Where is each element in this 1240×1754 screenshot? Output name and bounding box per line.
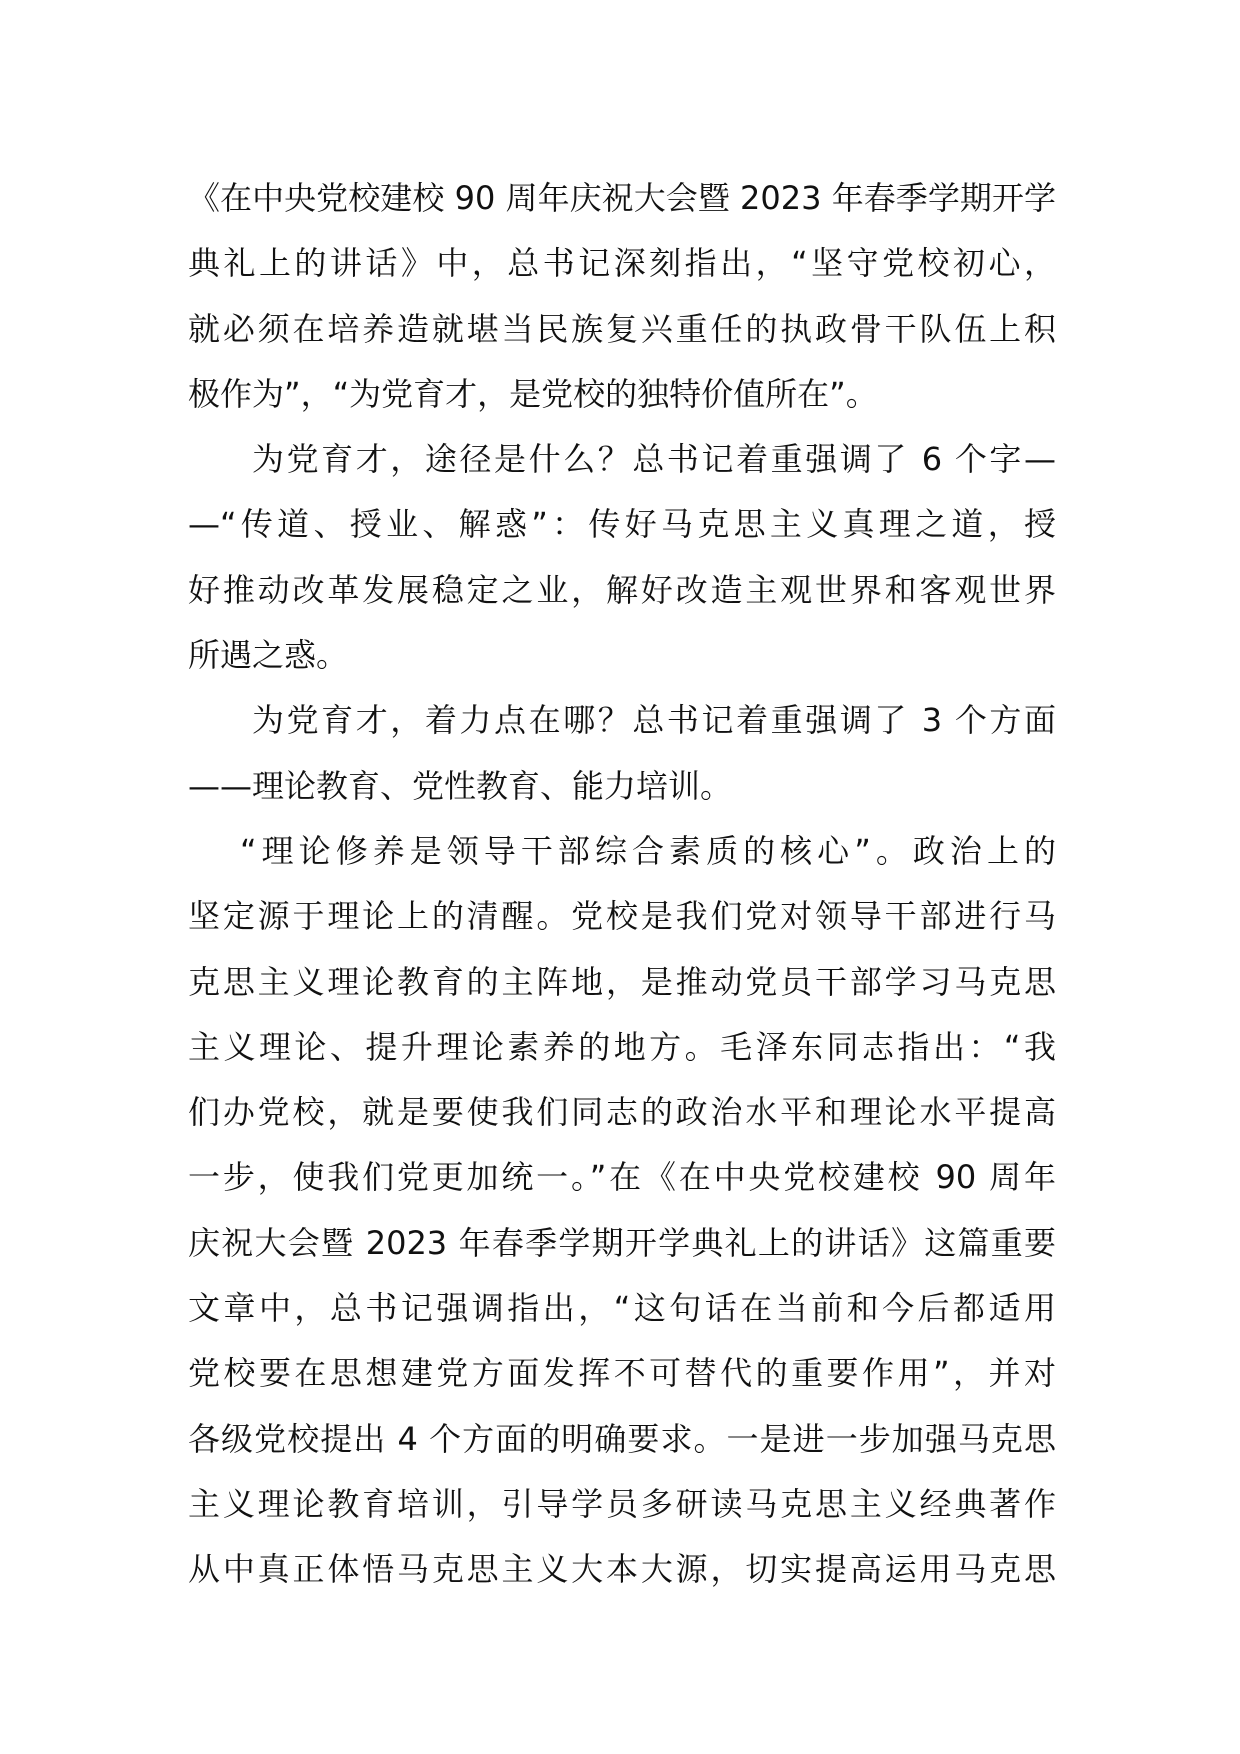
text-line: 《在中央党校建校 90 周年庆祝大会暨 2023 年春季学期开学 bbox=[188, 179, 1056, 217]
text-line: 党校要在思想建党方面发挥不可替代的重要作用”，并对 bbox=[188, 1354, 1056, 1393]
text-line: 们办党校，就是要使我们同志的政治水平和理论水平提高 bbox=[188, 1093, 1056, 1132]
paragraph-2 bbox=[188, 427, 1056, 688]
text-line: 好推动改革发展稳定之业，解好改造主观世界和客观世界 bbox=[188, 570, 1056, 609]
text-line: 克思主义理论教育的主阵地，是推动党员干部学习马克思 bbox=[188, 962, 1056, 1001]
text-line: ——理论教育、党性教育、能力培训。 bbox=[188, 766, 733, 805]
text-line: 各级党校提出 4 个方面的明确要求。一是进一步加强马克思 bbox=[188, 1419, 1056, 1458]
text-line: 一步，使我们党更加统一。”在《在中央党校建校 90 周年 bbox=[188, 1158, 1056, 1197]
text-line: 就必须在培养造就堪当民族复兴重任的执政骨干队伍上积 bbox=[188, 309, 1056, 348]
text-line: 所遇之惑。 bbox=[188, 636, 349, 675]
text-line: 从中真正体悟马克思主义大本大源，切实提高运用马克思 bbox=[188, 1550, 1056, 1589]
text-line: 坚定源于理论上的清醒。党校是我们党对领导干部进行马 bbox=[188, 897, 1056, 936]
text-line: 庆祝大会暨 2023 年春季学期开学典礼上的讲话》这篇重要 bbox=[188, 1223, 1056, 1262]
body-text bbox=[188, 166, 1056, 1603]
text-line: 为党育才，途径是什么？总书记着重强调了 6 个字— bbox=[252, 440, 1056, 479]
text-line: 主义理论教育培训，引导学员多研读马克思主义经典著作 bbox=[188, 1484, 1056, 1523]
paragraph-1 bbox=[188, 166, 1056, 427]
text-line: 极作为”，“为党育才，是党校的独特价值所在”。 bbox=[188, 374, 878, 413]
paragraph-4 bbox=[188, 819, 1056, 1603]
paragraph-3 bbox=[188, 688, 1056, 819]
text-line: 主义理论、提升理论素养的地方。毛泽东同志指出：“我 bbox=[188, 1027, 1056, 1066]
text-line: “理论修养是领导干部综合素质的核心”。政治上的 bbox=[240, 831, 1056, 870]
text-line: —“传道、授业、解惑”：传好马克思主义真理之道，授 bbox=[188, 505, 1056, 544]
text-line: 文章中，总书记强调指出，“这句话在当前和今后都适用 bbox=[188, 1289, 1056, 1328]
text-line: 典礼上的讲话》中，总书记深刻指出，“坚守党校初心， bbox=[188, 244, 1056, 283]
text-line: 为党育才，着力点在哪？总书记着重强调了 3 个方面 bbox=[252, 701, 1056, 740]
